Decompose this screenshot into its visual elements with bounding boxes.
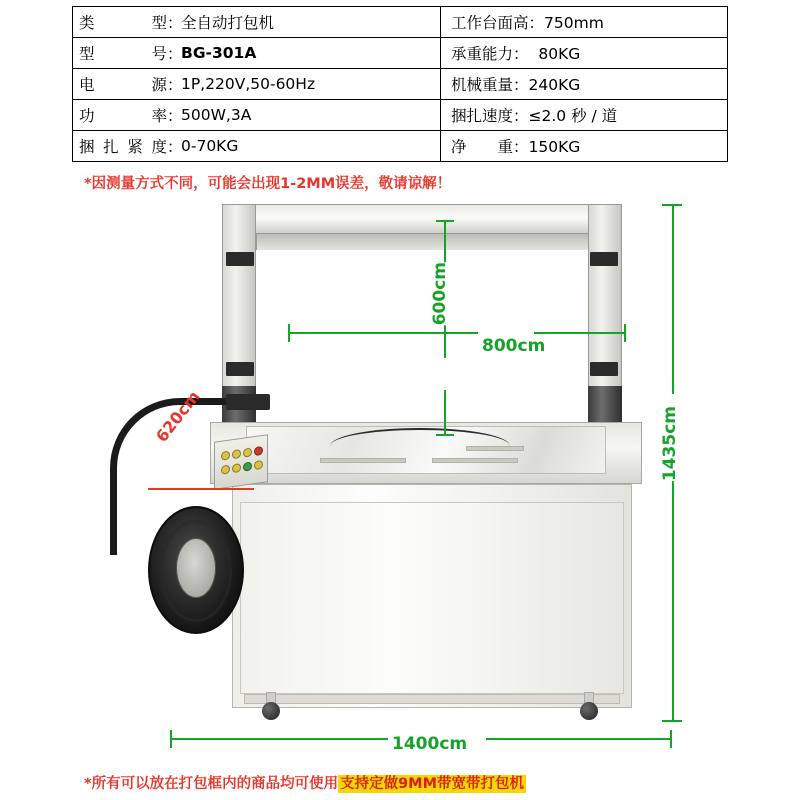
spec-right-colon: ： xyxy=(513,45,529,63)
spec-right-value: 150KG xyxy=(528,138,581,156)
bottom-note-highlight: 支持定做9MM带宽带打包机 xyxy=(340,776,525,792)
spec-right-load-capacity xyxy=(441,38,728,69)
spec-right-value: 240KG xyxy=(528,76,581,94)
spec-value-power: 500W,3A xyxy=(177,100,441,131)
dim-tick-total-width-left xyxy=(170,730,172,748)
dim-tick-inner-height-top xyxy=(436,220,454,222)
table-slot xyxy=(466,446,524,451)
dim-tick-inner-width-right xyxy=(624,324,626,342)
panel-button xyxy=(254,460,263,470)
arch-clamp xyxy=(226,252,254,266)
panel-button-stop xyxy=(254,446,263,456)
dim-line-total-height-upper xyxy=(672,204,674,394)
spec-label-model: 型号 xyxy=(73,38,168,69)
table-row xyxy=(73,7,728,38)
spec-colon: ： xyxy=(167,131,177,162)
dim-tick-inner-width-left xyxy=(288,324,290,342)
spec-right-value: 80KG xyxy=(538,45,581,63)
dim-line-reel-depth xyxy=(148,488,254,490)
spec-right-label: 捆扎速度 xyxy=(451,107,514,125)
bottom-note-prefix: *所有可以放在打包框内的商品均可使用 xyxy=(84,776,339,792)
cabinet-door xyxy=(240,502,624,694)
dim-tick-total-width-right xyxy=(670,730,672,748)
arch-clamp xyxy=(226,362,254,376)
dim-label-inner-width: 800cm xyxy=(482,336,546,356)
spec-label-type: 类型 xyxy=(73,7,168,38)
spec-right-strapping-speed xyxy=(441,100,728,131)
dim-line-total-width-right xyxy=(486,738,672,740)
dim-line-total-height-lower xyxy=(672,480,674,722)
spec-right-colon: ： xyxy=(513,138,529,156)
spec-right-label: 净重 xyxy=(451,138,513,156)
table-slot xyxy=(320,458,406,463)
spec-colon: ： xyxy=(167,38,177,69)
spec-right-colon: ： xyxy=(513,107,529,125)
caster-wheel xyxy=(262,702,280,720)
dim-line-total-width-left xyxy=(170,738,388,740)
spec-right-colon: ： xyxy=(513,76,529,94)
dim-label-inner-height: 600cm xyxy=(430,262,450,326)
spec-value-tightness: 0-70KG xyxy=(177,131,441,162)
spec-label-power-source: 电源 xyxy=(73,69,168,100)
caster-wheel xyxy=(580,702,598,720)
measurement-tolerance-note: *因测量方式不同，可能会出现1-2MM误差，敬请谅解！ xyxy=(84,176,452,192)
table-row xyxy=(73,131,728,162)
cabinet-base xyxy=(244,694,620,704)
machine-arch-top-bar xyxy=(222,204,622,234)
spec-right-colon: ： xyxy=(528,14,545,32)
table-row xyxy=(73,38,728,69)
dim-tick-total-height-top xyxy=(662,204,682,206)
dim-tick-total-height-bottom xyxy=(662,720,682,722)
spec-label-tightness: 捆扎紧度 xyxy=(73,131,168,162)
spec-right-net-weight xyxy=(441,131,728,162)
strap-reel-hub xyxy=(176,538,216,598)
dim-tick-inner-height-bottom xyxy=(436,434,454,436)
specification-table xyxy=(72,6,728,162)
spec-right-label: 承重能力 xyxy=(451,45,514,63)
machine-arch-inner-top xyxy=(256,234,590,250)
dim-line-inner-width-left xyxy=(288,332,478,334)
spec-colon: ： xyxy=(167,7,177,38)
spec-colon: ： xyxy=(167,100,177,131)
dim-line-inner-height-lower xyxy=(444,390,446,436)
bottom-note xyxy=(84,772,526,793)
strap-guide-joint xyxy=(226,394,270,410)
spec-colon: ： xyxy=(167,69,177,100)
spec-right-label: 工作台面高 xyxy=(451,14,529,32)
spec-right-worktable-height xyxy=(441,7,728,38)
spec-right-machine-weight xyxy=(441,69,728,100)
dim-label-total-width: 1400cm xyxy=(392,734,468,754)
dim-label-total-height: 1435cm xyxy=(660,406,680,482)
spec-label-power: 功率 xyxy=(73,100,168,131)
table-row xyxy=(73,69,728,100)
strap-guide-arm-lower xyxy=(110,490,157,550)
spec-value-model: BG-301A xyxy=(177,38,441,69)
spec-value-power-source: 1P,220V,50-60Hz xyxy=(177,69,441,100)
table-slot xyxy=(432,458,518,463)
spec-right-label: 机械重量 xyxy=(451,76,514,94)
spec-right-value: 750mm xyxy=(544,14,604,32)
product-diagram xyxy=(0,190,800,760)
arch-clamp xyxy=(590,362,618,376)
spec-right-value: ≤2.0 秒 / 道 xyxy=(528,107,618,125)
dim-label-reel-depth: 620cm xyxy=(152,387,204,446)
table-row xyxy=(73,100,728,131)
dim-line-inner-width-right xyxy=(534,332,626,334)
arch-clamp xyxy=(590,252,618,266)
spec-value-type: 全自动打包机 xyxy=(177,7,441,38)
